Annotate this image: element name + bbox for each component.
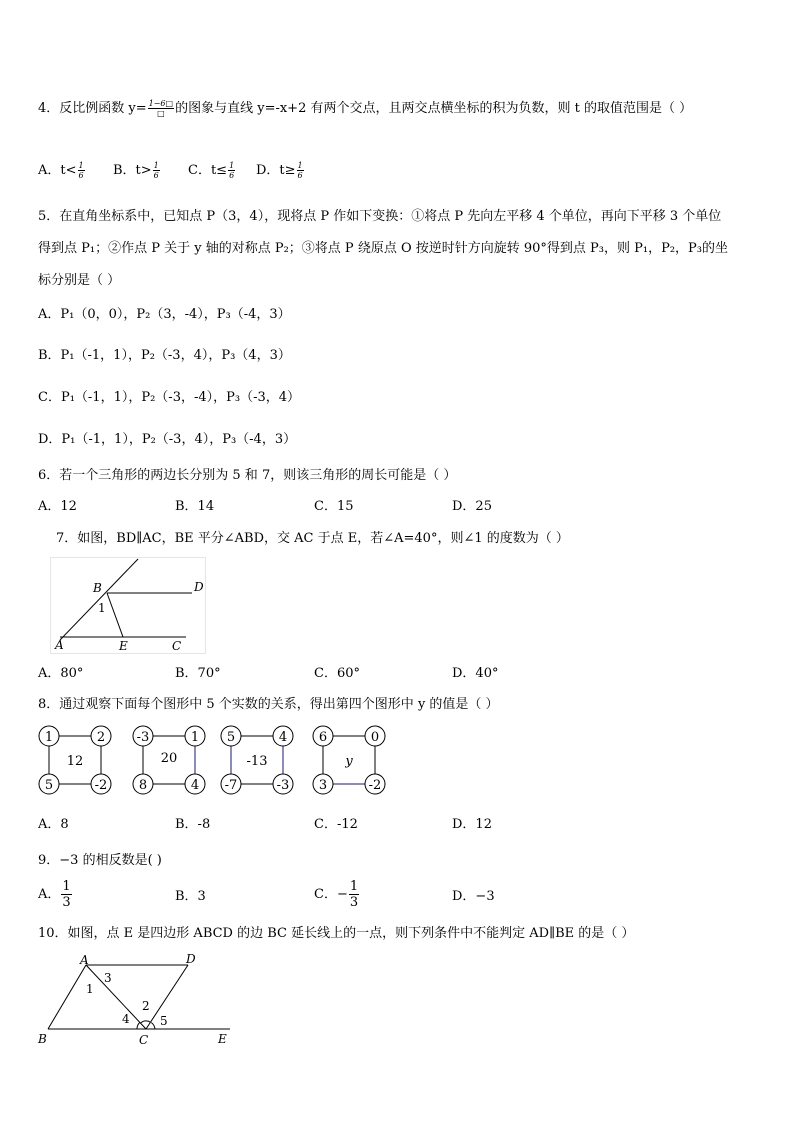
q4-option-a-label: A．t< bbox=[38, 163, 77, 178]
q8-fig3-bl: -7 bbox=[224, 778, 238, 793]
q8-fig4-tr: 0 bbox=[370, 730, 380, 745]
q8-fig2-br: 4 bbox=[190, 778, 200, 793]
q7-figure bbox=[50, 557, 210, 657]
q8-fig2-bl: 8 bbox=[138, 778, 148, 793]
q8-fig2-tl: -3 bbox=[136, 730, 150, 745]
q4-option-c-label: C．t≤ bbox=[188, 163, 228, 178]
q4-stem-pre: 4．反比例函数 y= bbox=[38, 101, 147, 116]
q10-stem: 10．如图，点 E 是四边形 ABCD 的边 BC 延长线上的一点，则下列条件中不能判定 AD∥BE 的是（ ） bbox=[38, 926, 635, 941]
q9-option-c-den: 3 bbox=[349, 895, 359, 910]
q8-option-b: B．-8 bbox=[175, 817, 211, 832]
q5-option-b: B．P₁（-1，1），P₂（-3，4），P₃（4，3） bbox=[38, 348, 291, 363]
q4-option-a bbox=[38, 161, 86, 180]
q10-label-2: 2 bbox=[142, 999, 150, 1013]
q5-option-a: A．P₁（0，0），P₂（3，-4），P₃（-4，3） bbox=[38, 307, 291, 322]
q4-option-c-den: 6 bbox=[229, 171, 235, 180]
q8-option-c: C．-12 bbox=[314, 817, 358, 832]
q5-stem-line1: 5．在直角坐标系中，已知点 P（3，4），现将点 P 作如下变换：①将点 P 先向左平移 4 个单位，再向下平移 3 个单位 bbox=[38, 209, 722, 224]
q6-stem: 6．若一个三角形的两边长分别为 5 和 7，则该三角形的周长可能是（ ） bbox=[38, 468, 457, 483]
q10-line-ab bbox=[48, 965, 86, 1029]
q10-label-3: 3 bbox=[104, 971, 112, 985]
q4-option-b-num: 1 bbox=[153, 161, 159, 170]
q7-line-ab bbox=[60, 559, 138, 640]
q9-stem: 9．−3 的相反数是( ) bbox=[38, 853, 162, 868]
q5-option-d: D．P₁（-1，1），P₂（-3，4），P₃（-4，3） bbox=[38, 432, 297, 447]
q8-fig1-tl: 1 bbox=[44, 730, 54, 745]
q8-fig2-center: 20 bbox=[160, 751, 178, 766]
q8-fig3-tl: 5 bbox=[226, 730, 236, 745]
q10-label-c: C bbox=[139, 1033, 149, 1047]
q9-option-c bbox=[314, 879, 360, 910]
q6-option-d: D．25 bbox=[452, 499, 492, 514]
q7-label-b: B bbox=[93, 581, 102, 595]
q8-fig1-tr: 2 bbox=[96, 730, 106, 745]
q10-label-b: B bbox=[38, 1032, 47, 1046]
q8-fig1-center: 12 bbox=[66, 754, 84, 769]
q7-option-c: C．60° bbox=[314, 666, 360, 681]
q8-figure-1 bbox=[39, 726, 111, 794]
q8-fig2-tr: 1 bbox=[190, 730, 200, 745]
q10-label-1: 1 bbox=[86, 982, 94, 996]
q6-option-b: B．14 bbox=[175, 499, 215, 514]
q4-fraction-num: 1−6□ bbox=[148, 99, 174, 108]
q8-fig1-bl: 5 bbox=[44, 778, 54, 793]
q4-fraction-den: □ bbox=[157, 109, 165, 118]
q8-option-a: A．8 bbox=[38, 817, 69, 832]
q8-fig4-bl: 3 bbox=[318, 778, 328, 793]
q4-option-b-frac bbox=[153, 161, 160, 180]
q7-label-d: D bbox=[194, 580, 204, 594]
q4-option-c-num: 1 bbox=[229, 161, 235, 170]
q9-option-c-label: C．− bbox=[314, 887, 348, 902]
q8-fig1-br: -2 bbox=[94, 778, 108, 793]
q4-option-a-den: 6 bbox=[78, 171, 84, 180]
q10-line-ac bbox=[86, 965, 146, 1029]
q9-option-b: B．3 bbox=[175, 889, 206, 904]
q10-label-e: E bbox=[218, 1032, 227, 1046]
q6-option-a: A．12 bbox=[38, 499, 77, 514]
q4-option-a-frac bbox=[78, 161, 85, 180]
q8-figure-4 bbox=[313, 726, 385, 794]
q10-figure bbox=[36, 950, 246, 1050]
q7-line-be bbox=[107, 593, 123, 637]
q9-option-a-num: 1 bbox=[62, 879, 71, 894]
q9-option-c-frac bbox=[349, 879, 359, 910]
q9-option-a-label: A． bbox=[38, 887, 61, 902]
q8-fig4-br: -2 bbox=[368, 778, 382, 793]
q4-option-d-den: 6 bbox=[297, 171, 303, 180]
q8-figure-2 bbox=[133, 726, 205, 794]
q4-option-a-num: 1 bbox=[78, 161, 84, 170]
q7-option-d: D．40° bbox=[452, 666, 499, 681]
q8-stem: 8．通过观察下面每个图形中 5 个实数的关系，得出第四个图形中 y 的值是（ ） bbox=[38, 697, 499, 712]
q6-option-c: C．15 bbox=[314, 499, 354, 514]
q5-stem-line2: 得到点 P₁；②作点 P 关于 y 轴的对称点 P₂；③将点 P 绕原点 O 按逆时针方向旋转 90°得到点 P₃，则 P₁，P₂，P₃的坐 bbox=[38, 241, 729, 256]
q4-option-c bbox=[188, 161, 236, 180]
q7-label-e: E bbox=[119, 639, 128, 653]
q10-label-5: 5 bbox=[160, 1014, 168, 1028]
q5-option-c: C．P₁（-1，1），P₂（-3，-4），P₃（-3，4） bbox=[38, 390, 301, 405]
q7-label-1: 1 bbox=[98, 601, 106, 615]
q4-option-c-frac bbox=[228, 161, 235, 180]
q7-option-b: B．70° bbox=[175, 666, 221, 681]
q4-option-d bbox=[256, 161, 305, 180]
q4-option-d-frac bbox=[297, 161, 304, 180]
q8-fig3-tr: 4 bbox=[278, 730, 288, 745]
q9-option-a-frac bbox=[61, 879, 71, 910]
q9-option-a bbox=[38, 879, 73, 910]
q4-option-d-label: D．t≥ bbox=[256, 163, 296, 178]
q4-option-b bbox=[113, 161, 161, 180]
q9-option-c-num: 1 bbox=[349, 879, 359, 894]
q8-fig4-center: y bbox=[345, 754, 353, 769]
q7-label-c: C bbox=[172, 639, 182, 653]
q7-label-a: A bbox=[55, 638, 64, 652]
q7-stem: 7．如图，BD∥AC，BE 平分∠ABD，交 AC 于点 E，若∠A=40°，则∠1 的度数为（ ） bbox=[56, 531, 569, 546]
q9-option-d: D．−3 bbox=[452, 889, 495, 904]
q4-fraction bbox=[148, 99, 174, 118]
q10-label-a: A bbox=[80, 953, 89, 967]
q5-stem-line3: 标分别是（ ） bbox=[38, 273, 121, 288]
q4-option-d-num: 1 bbox=[297, 161, 303, 170]
q9-option-a-den: 3 bbox=[62, 895, 71, 910]
q4-stem bbox=[38, 99, 692, 118]
q4-stem-post: 的图象与直线 y=-x+2 有两个交点，且两交点横坐标的积为负数，则 t 的取值范围是（ ） bbox=[175, 101, 693, 116]
q4-option-b-den: 6 bbox=[153, 171, 159, 180]
q8-figures bbox=[36, 722, 396, 800]
q7-option-a: A．80° bbox=[38, 666, 84, 681]
q8-fig3-center: -13 bbox=[246, 754, 268, 769]
q8-figure-3 bbox=[221, 726, 293, 794]
q10-label-d: D bbox=[186, 952, 196, 966]
q4-option-b-label: B．t> bbox=[113, 163, 152, 178]
q10-label-4: 4 bbox=[122, 1012, 130, 1026]
q8-fig4-tl: 6 bbox=[318, 730, 328, 745]
q8-option-d: D．12 bbox=[452, 817, 492, 832]
q8-fig3-br: -3 bbox=[276, 778, 290, 793]
